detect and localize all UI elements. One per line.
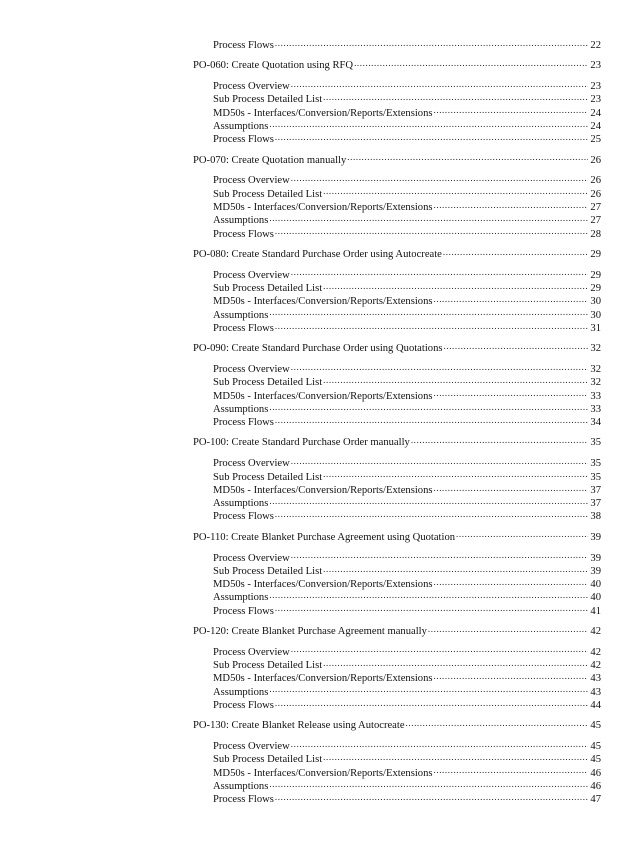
toc-subentry[interactable] xyxy=(193,308,601,321)
toc-entry-label: Sub Process Detailed List xyxy=(213,377,323,389)
toc-page-number: 33 xyxy=(590,403,601,415)
toc-entry-label: Process Flows xyxy=(213,417,274,429)
toc-entry-label: Process Flows xyxy=(213,322,274,334)
toc-subentry[interactable] xyxy=(193,590,601,603)
toc-entry-label: Process Overview xyxy=(213,175,290,187)
dot-leader xyxy=(443,247,588,257)
dot-leader xyxy=(354,58,588,68)
toc-entry-label: Process Flows xyxy=(213,794,274,806)
toc-entry-label: Sub Process Detailed List xyxy=(213,565,323,577)
dot-leader xyxy=(434,577,589,587)
toc-entry-label: Process Flows xyxy=(213,511,274,523)
toc-entry-label: Process Flows xyxy=(213,40,274,51)
toc-subentry[interactable] xyxy=(193,752,601,765)
toc-entry-label: PO-080: Create Standard Purchase Order using Autocreate xyxy=(193,248,442,260)
toc-page-number: 35 xyxy=(590,458,601,470)
toc-page-number: 42 xyxy=(590,660,601,672)
dot-leader xyxy=(291,739,588,749)
dot-leader xyxy=(269,590,588,600)
dot-leader xyxy=(406,718,588,728)
toc-section xyxy=(193,153,601,240)
toc-entry-label: Process Flows xyxy=(213,134,274,146)
toc-subentry[interactable] xyxy=(193,268,601,281)
toc-entry-label: MD50s - Interfaces/Conversion/Reports/Extensions xyxy=(213,390,433,402)
toc-entry-label: Sub Process Detailed List xyxy=(213,188,323,200)
dot-leader xyxy=(275,604,588,614)
dot-leader xyxy=(269,402,588,412)
toc-entry-label: Sub Process Detailed List xyxy=(213,94,323,106)
toc-entry-label: MD50s - Interfaces/Conversion/Reports/Extensions xyxy=(213,201,433,213)
toc-subentry[interactable] xyxy=(193,402,601,415)
dot-leader xyxy=(269,213,588,223)
dot-leader xyxy=(291,268,588,278)
toc-entry-label: MD50s - Interfaces/Conversion/Reports/Extensions xyxy=(213,767,433,779)
toc-page-number: 43 xyxy=(590,673,601,685)
toc-page-number: 47 xyxy=(590,794,601,806)
toc-page-number: 23 xyxy=(590,60,601,72)
dot-leader xyxy=(275,509,588,519)
toc-subentry[interactable] xyxy=(193,227,601,240)
toc-subentry[interactable] xyxy=(193,766,601,779)
toc-subentry[interactable] xyxy=(193,685,601,698)
toc-subentry[interactable] xyxy=(193,213,601,226)
toc-section-heading[interactable] xyxy=(193,58,601,71)
toc-sections xyxy=(193,58,601,805)
toc-subentry[interactable] xyxy=(193,456,601,469)
toc-subentry[interactable] xyxy=(193,564,601,577)
toc-subentry[interactable] xyxy=(193,551,601,564)
toc-page-number: 22 xyxy=(590,40,601,51)
dot-leader xyxy=(275,38,588,48)
toc-page-number: 29 xyxy=(590,269,601,281)
toc-page-number: 30 xyxy=(590,309,601,321)
toc-entry-label: Sub Process Detailed List xyxy=(213,660,323,672)
toc-page-number: 32 xyxy=(590,343,601,355)
toc-lead-section xyxy=(193,38,601,51)
toc-page-number: 43 xyxy=(590,686,601,698)
toc-entry-label: Process Flows xyxy=(213,228,274,240)
dot-leader xyxy=(444,341,589,351)
dot-leader xyxy=(347,153,588,163)
toc-page-number: 39 xyxy=(590,531,601,543)
toc-section-heading[interactable] xyxy=(193,341,601,354)
toc-page-number: 32 xyxy=(590,377,601,389)
toc-section xyxy=(193,624,601,711)
toc-page-number: 23 xyxy=(590,81,601,93)
toc-subentry[interactable] xyxy=(193,92,601,105)
toc-entry-label: PO-120: Create Blanket Purchase Agreement manually xyxy=(193,625,427,637)
toc-subentry[interactable] xyxy=(193,119,601,132)
toc-section xyxy=(193,530,601,617)
toc-entry-label: PO-100: Create Standard Purchase Order manually xyxy=(193,437,410,449)
toc-subentry[interactable] xyxy=(193,79,601,92)
toc-entry-label: Assumptions xyxy=(213,403,269,415)
toc-subentry[interactable] xyxy=(193,671,601,684)
toc-subentry[interactable] xyxy=(193,645,601,658)
dot-leader xyxy=(411,435,588,445)
toc-entry-label: Process Flows xyxy=(213,699,274,711)
toc-page-number: 23 xyxy=(590,94,601,106)
dot-leader xyxy=(291,551,588,561)
toc-page-number: 33 xyxy=(590,390,601,402)
toc-page-number: 25 xyxy=(590,134,601,146)
toc-page-number: 37 xyxy=(590,484,601,496)
toc-subentry[interactable] xyxy=(193,375,601,388)
toc-entry-label: Sub Process Detailed List xyxy=(213,754,323,766)
dot-leader xyxy=(269,779,588,789)
toc-entry-label: Process Overview xyxy=(213,269,290,281)
toc-page-number: 27 xyxy=(590,201,601,213)
toc-subentry[interactable] xyxy=(193,321,601,334)
toc-entry-label: MD50s - Interfaces/Conversion/Reports/Extensions xyxy=(213,579,433,591)
toc-entry-label: PO-070: Create Quotation manually xyxy=(193,154,347,166)
dot-leader xyxy=(323,92,588,102)
dot-leader xyxy=(434,671,589,681)
toc-section-heading[interactable] xyxy=(193,153,601,166)
toc-entry-label: Process Overview xyxy=(213,646,290,658)
dot-leader xyxy=(291,456,588,466)
toc-subentry[interactable] xyxy=(193,132,601,145)
dot-leader xyxy=(275,227,588,237)
toc-page-number: 28 xyxy=(590,228,601,240)
toc-section-heading[interactable] xyxy=(193,435,601,448)
toc-page-number: 45 xyxy=(590,720,601,732)
toc-subentry[interactable] xyxy=(193,779,601,792)
dot-leader xyxy=(323,187,588,197)
toc-section-heading[interactable] xyxy=(193,624,601,637)
dot-leader xyxy=(434,483,589,493)
toc-subentry[interactable] xyxy=(193,415,601,428)
toc-page-number: 35 xyxy=(590,437,601,449)
toc-entry-label: PO-110: Create Blanket Purchase Agreement using Quotation xyxy=(193,531,456,543)
toc-entry-label: MD50s - Interfaces/Conversion/Reports/Extensions xyxy=(213,484,433,496)
toc-entry-label: Process Flows xyxy=(213,605,274,617)
toc-subentry[interactable] xyxy=(193,698,601,711)
toc-page-number: 31 xyxy=(590,322,601,334)
dot-leader xyxy=(323,658,588,668)
toc-entry-label: Assumptions xyxy=(213,498,269,510)
toc-page-number: 41 xyxy=(590,605,601,617)
toc-entry-label: Assumptions xyxy=(213,309,269,321)
toc-entry-label: PO-060: Create Quotation using RFQ xyxy=(193,60,354,72)
toc-page-number: 27 xyxy=(590,215,601,227)
toc-page-number: 30 xyxy=(590,296,601,308)
toc-subentry[interactable] xyxy=(193,470,601,483)
dot-leader xyxy=(291,645,588,655)
dot-leader xyxy=(434,294,589,304)
toc-subentry[interactable] xyxy=(193,362,601,375)
toc-page-number: 26 xyxy=(590,188,601,200)
toc-section-heading[interactable] xyxy=(193,530,601,543)
toc-page-number: 44 xyxy=(590,699,601,711)
toc-page-number: 26 xyxy=(590,175,601,187)
toc-subentry[interactable] xyxy=(193,604,601,617)
dot-leader xyxy=(275,132,588,142)
toc-page-number: 46 xyxy=(590,780,601,792)
toc-subentry[interactable] xyxy=(193,187,601,200)
toc-page-number: 24 xyxy=(590,120,601,132)
toc-entry-label: MD50s - Interfaces/Conversion/Reports/Extensions xyxy=(213,296,433,308)
toc-page-number: 35 xyxy=(590,471,601,483)
toc-page-number: 29 xyxy=(590,282,601,294)
dot-leader xyxy=(269,119,588,129)
toc-page-number: 40 xyxy=(590,579,601,591)
dot-leader xyxy=(275,321,588,331)
toc-page-number: 26 xyxy=(590,154,601,166)
dot-leader xyxy=(323,752,588,762)
dot-leader xyxy=(456,530,588,540)
dot-leader xyxy=(275,415,588,425)
toc-entry-label: PO-090: Create Standard Purchase Order using Quotations xyxy=(193,343,443,355)
toc-page-number: 37 xyxy=(590,498,601,510)
toc-entry-label: Process Overview xyxy=(213,458,290,470)
dot-leader xyxy=(269,496,588,506)
toc-subentry[interactable] xyxy=(193,38,601,51)
toc-entry-label: Assumptions xyxy=(213,686,269,698)
dot-leader xyxy=(291,79,588,89)
toc-entry-label: Process Overview xyxy=(213,552,290,564)
toc-page-number: 38 xyxy=(590,511,601,523)
toc-section xyxy=(193,341,601,428)
toc-subentry[interactable] xyxy=(193,281,601,294)
toc-subentry[interactable] xyxy=(193,577,601,590)
toc-subentry[interactable] xyxy=(193,389,601,402)
toc-subentry[interactable] xyxy=(193,496,601,509)
toc-page-number: 42 xyxy=(590,646,601,658)
toc-page-number: 39 xyxy=(590,552,601,564)
dot-leader xyxy=(434,106,589,116)
toc-page-number: 42 xyxy=(590,625,601,637)
toc-subentry[interactable] xyxy=(193,792,601,805)
toc-page-number: 46 xyxy=(590,767,601,779)
toc-section xyxy=(193,718,601,805)
toc-entry-label: MD50s - Interfaces/Conversion/Reports/Extensions xyxy=(213,107,433,119)
toc-subentry[interactable] xyxy=(193,106,601,119)
toc-entry-label: Sub Process Detailed List xyxy=(213,471,323,483)
dot-leader xyxy=(428,624,588,634)
toc-page-number: 32 xyxy=(590,363,601,375)
toc-entry-label: Process Overview xyxy=(213,363,290,375)
toc-subentry[interactable] xyxy=(193,483,601,496)
toc-page-number: 45 xyxy=(590,754,601,766)
toc-subentry[interactable] xyxy=(193,173,601,186)
toc-page-number: 29 xyxy=(590,248,601,260)
dot-leader xyxy=(275,792,588,802)
dot-leader xyxy=(291,362,588,372)
dot-leader xyxy=(323,564,588,574)
dot-leader xyxy=(291,173,588,183)
toc-entry-label: PO-130: Create Blanket Release using Autocreate xyxy=(193,720,405,732)
toc-entry-label: Assumptions xyxy=(213,592,269,604)
toc-page-number: 39 xyxy=(590,565,601,577)
toc-subentry[interactable] xyxy=(193,658,601,671)
dot-leader xyxy=(323,375,588,385)
toc-section-heading[interactable] xyxy=(193,718,601,731)
toc-section xyxy=(193,435,601,522)
toc-subentry[interactable] xyxy=(193,509,601,522)
toc-section xyxy=(193,58,601,145)
toc-subentry[interactable] xyxy=(193,294,601,307)
toc-entry-label: Process Overview xyxy=(213,81,290,93)
toc-entry-label: Sub Process Detailed List xyxy=(213,282,323,294)
toc-page-number: 24 xyxy=(590,107,601,119)
dot-leader xyxy=(434,200,589,210)
toc-entry-label: Process Overview xyxy=(213,741,290,753)
toc-subentry[interactable] xyxy=(193,739,601,752)
toc-section xyxy=(193,247,601,334)
toc-page-number: 34 xyxy=(590,417,601,429)
dot-leader xyxy=(323,470,588,480)
dot-leader xyxy=(269,685,588,695)
dot-leader xyxy=(269,308,588,318)
toc-entry-label: Assumptions xyxy=(213,215,269,227)
table-of-contents xyxy=(193,38,601,813)
dot-leader xyxy=(275,698,588,708)
dot-leader xyxy=(323,281,588,291)
toc-section-heading[interactable] xyxy=(193,247,601,260)
toc-page-number: 45 xyxy=(590,741,601,753)
dot-leader xyxy=(434,389,589,399)
toc-page-number: 40 xyxy=(590,592,601,604)
toc-subentry[interactable] xyxy=(193,200,601,213)
toc-entry-label: MD50s - Interfaces/Conversion/Reports/Extensions xyxy=(213,673,433,685)
toc-entry-label: Assumptions xyxy=(213,120,269,132)
dot-leader xyxy=(434,766,589,776)
toc-entry-label: Assumptions xyxy=(213,780,269,792)
